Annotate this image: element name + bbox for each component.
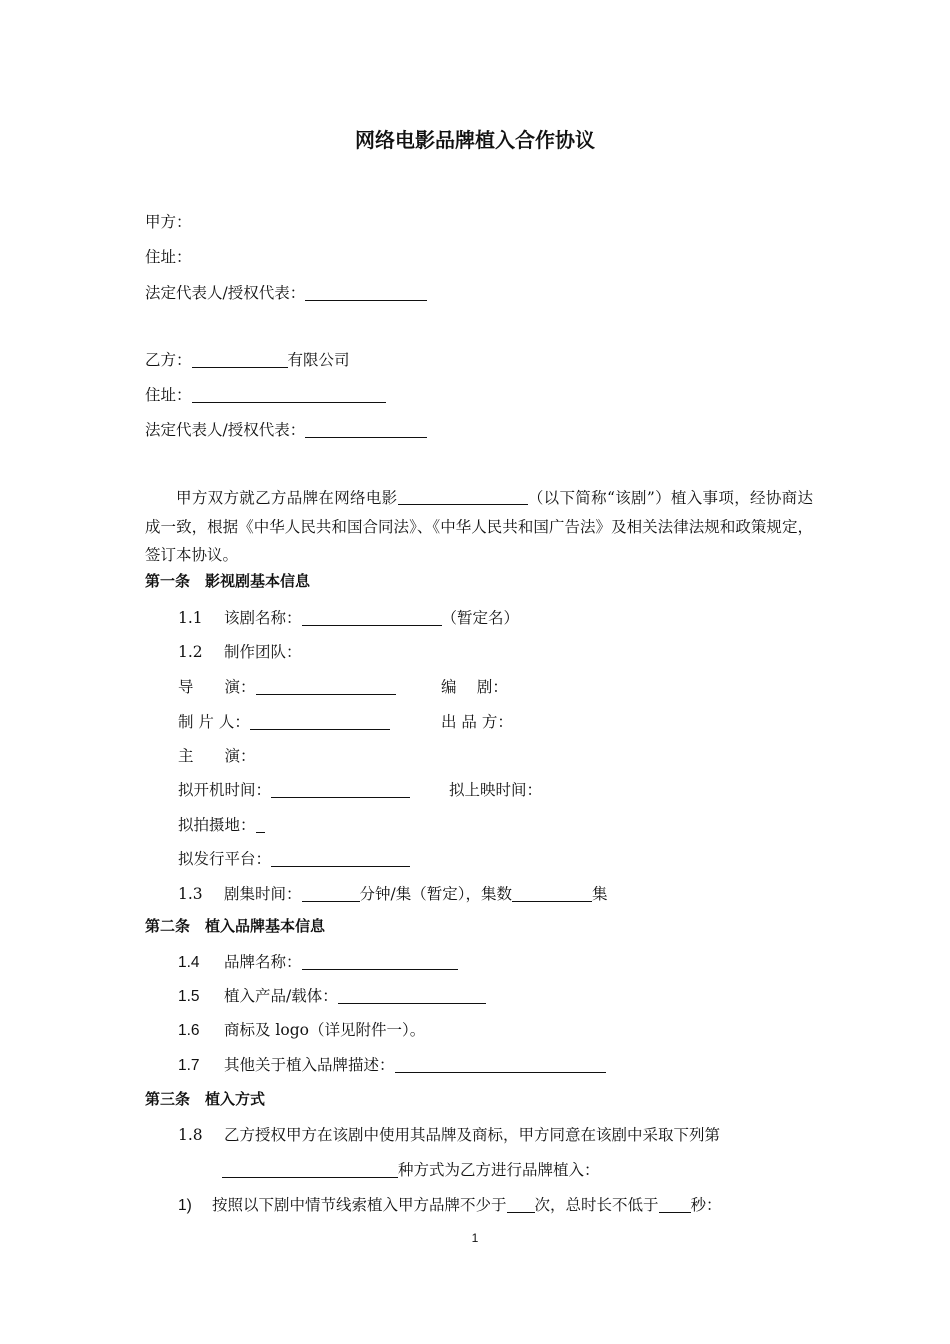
item-1-5 — [178, 984, 486, 1008]
item-1-3-num: 1.3 — [178, 885, 203, 903]
director-blank[interactable] — [256, 675, 396, 695]
intro-part2: （以下简称“该剧”）植入事项，经协商达成一致，根据《中华人民共和国合同法》、《中华人民共和国广告法》及相关法律法规和政策规定，签订本协议。 — [145, 489, 813, 564]
location-row — [178, 813, 265, 837]
item-1-4 — [178, 950, 458, 974]
item-1-5-label: 植入产品/载体： — [224, 987, 338, 1005]
item-1-2 — [178, 640, 302, 664]
party-b-rep-label: 法定代表人/授权代表： — [145, 421, 306, 439]
item-1-6-num: 1.6 — [178, 1022, 200, 1039]
party-a-address — [145, 245, 192, 269]
brand-name-blank[interactable] — [302, 950, 458, 970]
schedule-row — [178, 778, 542, 802]
item-1-6-label: 商标及 logo（详见附件一）。 — [224, 1021, 426, 1039]
article2-heading: 第二条 植入品牌基本信息 — [145, 917, 326, 935]
item-1-7-num: 1.7 — [178, 1057, 200, 1074]
party-a-rep-blank[interactable] — [305, 281, 427, 301]
lead-actor-row — [178, 744, 256, 768]
party-b-name-label: 乙方： — [145, 351, 192, 369]
movie-name-blank[interactable] — [398, 484, 528, 505]
lead-actor-label: 主 演： — [178, 747, 256, 765]
method-number-blank[interactable] — [222, 1158, 398, 1178]
item-1-1-label: 该剧名称： — [224, 609, 302, 627]
start-time-label: 拟开机时间： — [178, 781, 272, 799]
item-1-3-end: 集 — [592, 885, 608, 903]
platform-blank[interactable] — [271, 847, 410, 867]
item-1-4-num: 1.4 — [178, 954, 200, 971]
party-b-address-blank[interactable] — [192, 383, 386, 403]
item-1-8-cont: 种方式为乙方进行品牌植入： — [398, 1161, 600, 1179]
sub-item-1-num: 1) — [178, 1197, 192, 1214]
item-1-2-num: 1.2 — [178, 643, 203, 661]
item-1-4-label: 品牌名称： — [224, 953, 302, 971]
item-1-3 — [178, 882, 608, 906]
party-a-rep-label: 法定代表人/授权代表： — [145, 284, 306, 302]
item-1-6 — [178, 1018, 425, 1042]
article3-heading: 第三条 植入方式 — [145, 1090, 266, 1108]
location-label: 拟拍摄地： — [178, 816, 256, 834]
intro-part1: 甲方双方就乙方品牌在网络电影 — [176, 489, 398, 507]
release-time-label: 拟上映时间： — [449, 781, 543, 799]
party-a-name — [145, 210, 192, 234]
sub-item-1-text1: 按照以下剧中情节线索植入甲方品牌不少于 — [212, 1196, 507, 1214]
product-blank[interactable] — [338, 984, 486, 1004]
times-blank[interactable] — [507, 1193, 535, 1213]
party-b-address-label: 住址： — [145, 386, 192, 404]
item-1-8-num: 1.8 — [178, 1126, 203, 1144]
article1-heading: 第一条 影视剧基本信息 — [145, 572, 311, 590]
party-b-name-blank[interactable] — [192, 348, 288, 368]
item-1-1 — [178, 606, 519, 630]
start-time-blank[interactable] — [271, 778, 410, 798]
screenwriter-label: 编 剧： — [441, 678, 508, 696]
sub-item-1 — [178, 1193, 722, 1217]
item-1-1-suffix: （暂定名） — [441, 609, 520, 627]
episodes-blank[interactable] — [512, 882, 592, 902]
platform-row — [178, 847, 410, 871]
director-row — [178, 675, 508, 699]
page-number: 1 — [471, 1231, 479, 1245]
item-1-3-label: 剧集时间： — [224, 885, 302, 903]
item-1-8-text: 乙方授权甲方在该剧中使用其品牌及商标，甲方同意在该剧中采取下列第 — [224, 1126, 721, 1144]
party-b-representative — [145, 418, 427, 442]
party-b-address — [145, 383, 386, 407]
item-1-3-mid: 分钟/集（暂定），集数 — [359, 885, 512, 903]
item-1-8 — [178, 1123, 720, 1147]
party-a-address-label: 住址： — [145, 248, 192, 266]
party-a-name-label: 甲方： — [145, 213, 192, 231]
item-1-7 — [178, 1053, 606, 1077]
sub-item-1-text3: 秒： — [690, 1196, 722, 1214]
party-b-name — [145, 348, 350, 372]
minutes-blank[interactable] — [302, 882, 360, 902]
producer-label: 制 片 人： — [178, 713, 250, 731]
item-1-5-num: 1.5 — [178, 988, 200, 1005]
party-a-representative — [145, 281, 427, 305]
brand-description-blank[interactable] — [395, 1053, 606, 1073]
drama-name-blank[interactable] — [302, 606, 442, 626]
item-1-8-continued — [222, 1158, 600, 1182]
publisher-label: 出 品 方： — [441, 713, 513, 731]
party-b-name-suffix: 有限公司 — [287, 351, 350, 369]
item-1-1-num: 1.1 — [178, 609, 203, 627]
sub-item-1-text2: 次，总时长不低于 — [534, 1196, 659, 1214]
party-b-rep-blank[interactable] — [305, 418, 427, 438]
seconds-blank[interactable] — [659, 1193, 691, 1213]
location-blank[interactable] — [256, 813, 265, 833]
item-1-2-label: 制作团队： — [224, 643, 302, 661]
producer-blank[interactable] — [250, 710, 390, 730]
platform-label: 拟发行平台： — [178, 850, 272, 868]
producer-row — [178, 710, 513, 734]
item-1-7-label: 其他关于植入品牌描述： — [224, 1056, 395, 1074]
intro-paragraph — [145, 484, 813, 570]
document-title: 网络电影品牌植入合作协议 — [355, 128, 595, 152]
director-label: 导 演： — [178, 678, 256, 696]
